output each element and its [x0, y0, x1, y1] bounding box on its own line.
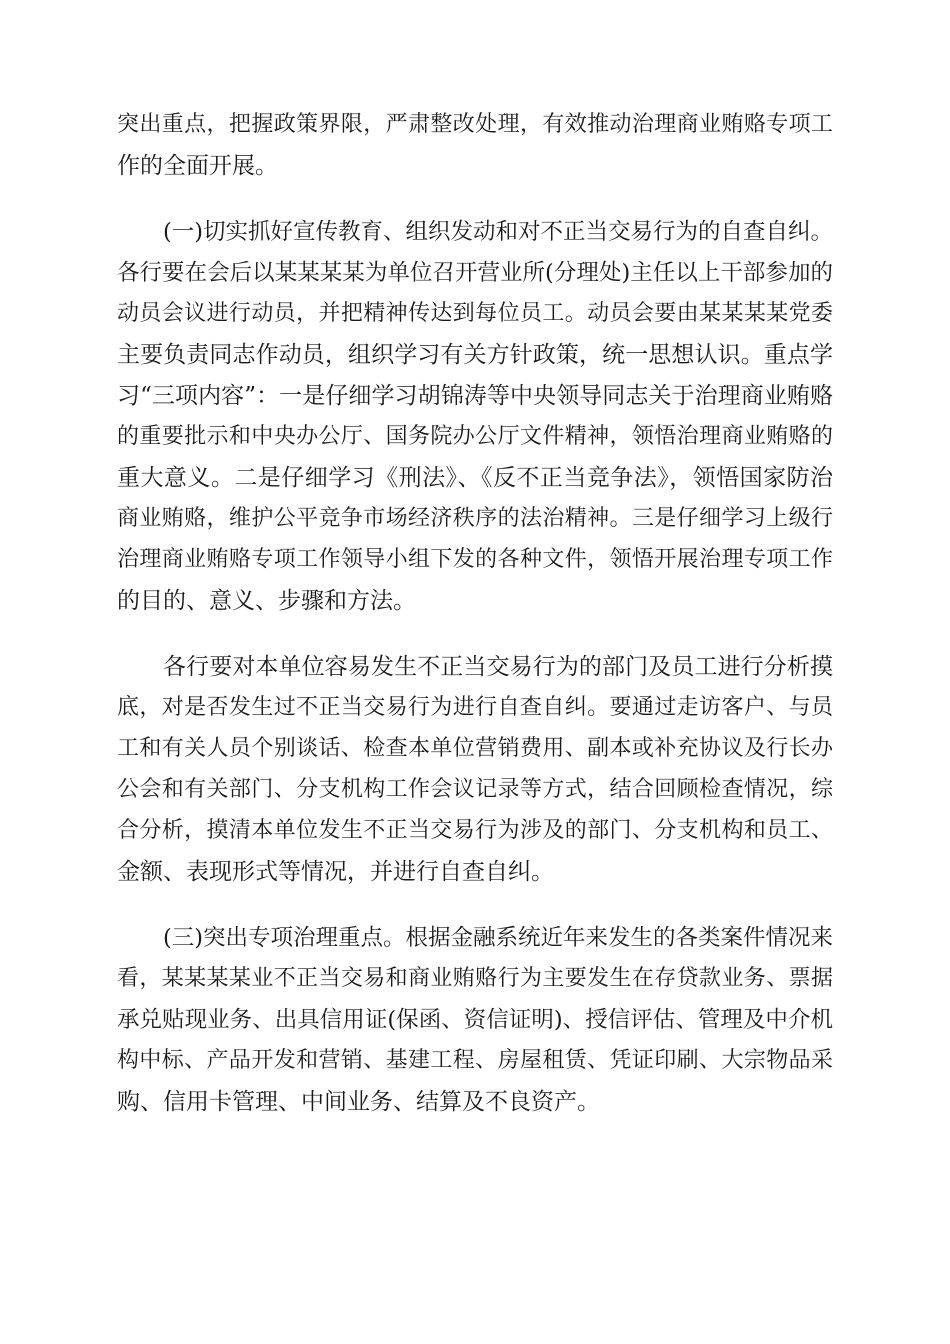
paragraph-4-line-3: 承兑贴现业务、出具信用证(保函、资信证明)、授信评估、管理及中介机 — [117, 1007, 833, 1033]
paragraph-3-line-1: 各行要对本单位容易发生不正当交易行为的部门及员工进行分析摸 — [163, 654, 833, 680]
paragraph-4-line-4: 构中标、产品开发和营销、基建工程、房屋租赁、凭证印刷、大宗物品采 — [117, 1048, 833, 1073]
paragraph-1-line-2: 作的全面开展。 — [117, 153, 278, 179]
paragraph-2-line-5: 习“三项内容”：一是仔细学习胡锦涛等中央领导同志关于治理商业贿赂 — [117, 383, 833, 409]
paragraph-4-line-1: (三)突出专项治理重点。根据金融系统近年来发生的各类案件情况来 — [163, 925, 834, 951]
paragraph-2-line-9: 治理商业贿赂专项工作领导小组下发的各种文件，领悟开展治理专项工作 — [117, 547, 833, 572]
paragraph-2-line-7: 重大意义。二是仔细学习《刑法》、《反不正当竞争法》，领悟国家防治 — [117, 465, 833, 491]
paragraph-4-line-2: 看，某某某某业不正当交易和商业贿赂行为主要发生在存贷款业务、票据 — [117, 966, 833, 991]
paragraph-2-line-1: (一)切实抓好宣传教育、组织发动和对不正当交易行为的自查自纠。 — [163, 219, 834, 245]
paragraph-3-line-5: 合分析，摸清本单位发生不正当交易行为涉及的部门、分支机构和员工、 — [117, 818, 833, 843]
paragraph-2-line-3: 动员会议进行动员，并把精神传达到每位员工。动员会要由某某某某党委 — [117, 301, 833, 326]
paragraph-1-line-1: 突出重点，把握政策界限，严肃整改处理，有效推动治理商业贿赂专项工 — [117, 112, 833, 137]
paragraph-3-line-3: 工和有关人员个别谈话、检查本单位营销费用、副本或补充协议及行长办 — [117, 736, 833, 761]
paragraph-2-line-10: 的目的、意义、步骤和方法。 — [117, 588, 416, 614]
paragraph-3-line-6: 金额、表现形式等情况，并进行自查自纠。 — [117, 859, 554, 885]
paragraph-3-line-4: 公会和有关部门、分支机构工作会议记录等方式，结合回顾检查情况，综 — [117, 777, 833, 802]
paragraph-2-line-6: 的重要批示和中央办公厅、国务院办公厅文件精神，领悟治理商业贿赂的 — [117, 424, 833, 449]
paragraph-2-line-2: 各行要在会后以某某某某为单位召开营业所(分理处)主任以上干部参加的 — [117, 260, 833, 286]
paragraph-2-line-8: 商业贿赂，维护公平竞争市场经济秩序的法治精神。三是仔细学习上级行 — [117, 506, 833, 531]
paragraph-2-line-4: 主要负责同志作动员，组织学习有关方针政策，统一思想认识。重点学 — [117, 342, 833, 368]
paragraph-3-line-2: 底，对是否发生过不正当交易行为进行自查自纠。要通过走访客户、与员 — [117, 695, 833, 720]
paragraph-4-line-5: 购、信用卡管理、中间业务、结算及不良资产。 — [117, 1089, 600, 1115]
